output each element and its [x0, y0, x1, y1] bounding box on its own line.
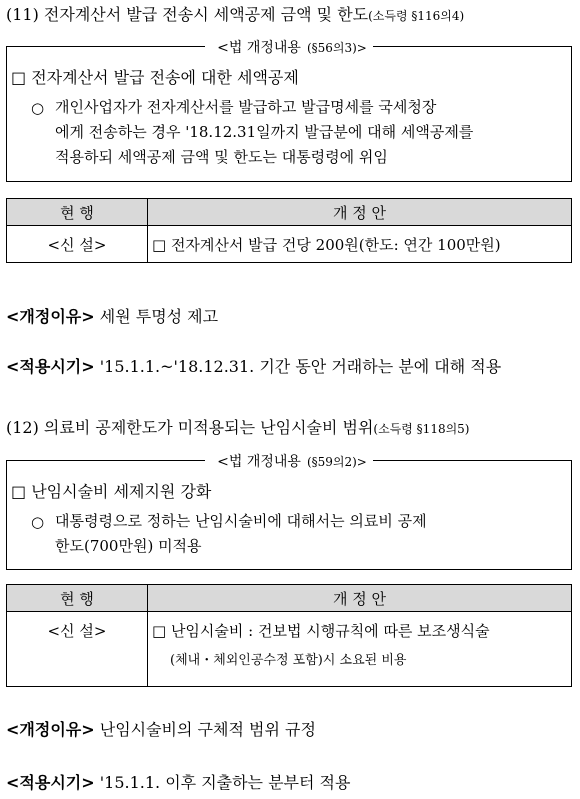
comparison-table-11 — [6, 198, 572, 263]
detail-line: 한도(700만원) 미적용 — [55, 537, 202, 555]
amendment-detail-12 — [55, 509, 427, 559]
box-legend-11 — [7, 37, 571, 57]
amendment-detail-11 — [55, 95, 473, 170]
apply-11 — [6, 354, 501, 377]
current-cell: <신 설> — [7, 226, 148, 263]
box-legend-12 — [7, 451, 571, 471]
section-11-title-ref: (소득령 §116의4) — [368, 9, 465, 23]
amendment-item-11: □ 전자계산서 발급 전송에 대한 세액공제 — [11, 68, 299, 87]
section-12-title — [6, 415, 470, 438]
amendment-item-12: □ 난임시술비 세제지원 강화 — [11, 482, 212, 501]
bullet-icon: ○ — [31, 513, 45, 531]
col-header-revised: 개 정 안 — [148, 585, 572, 612]
apply-label: <적용시기> — [6, 773, 95, 792]
col-header-current: 현 행 — [7, 199, 148, 226]
apply-text: '15.1.1. 이후 지출하는 분부터 적용 — [99, 773, 351, 792]
revised-cell: □ 전자계산서 발급 건당 200원(한도: 연간 100만원) — [148, 226, 572, 263]
section-12-title-ref: (소득령 §118의5) — [373, 422, 470, 436]
revised-cell — [148, 612, 572, 687]
current-cell: <신 설> — [7, 612, 148, 687]
comparison-table-12 — [6, 584, 572, 687]
box-legend-11-text: <법 개정내용 — [211, 40, 307, 56]
apply-12 — [6, 770, 350, 793]
reason-text: 난임시술비의 구체적 범위 규정 — [99, 720, 316, 739]
box-legend-11-ref: (§56의3)> — [306, 41, 367, 55]
law-amendment-box-11 — [6, 40, 572, 182]
section-12-title-text: (12) 의료비 공제한도가 미적용되는 난임시술비 범위 — [6, 418, 374, 437]
reason-12 — [6, 717, 316, 740]
reason-label: <개정이유> — [6, 307, 95, 326]
box-legend-12-text: <법 개정내용 — [211, 454, 307, 470]
reason-label: <개정이유> — [6, 720, 95, 739]
section-11-title-text: (11) 전자계산서 발급 전송시 세액공제 금액 및 한도 — [6, 5, 369, 24]
apply-text: '15.1.1.~'18.12.31. 기간 동안 거래하는 분에 대해 적용 — [99, 357, 502, 376]
reason-text: 세원 투명성 제고 — [99, 307, 219, 326]
bullet-icon: ○ — [31, 99, 45, 117]
section-11-title — [6, 2, 464, 25]
box-legend-12-ref: (§59의2)> — [306, 455, 367, 469]
col-header-current: 현 행 — [7, 585, 148, 612]
reason-11 — [6, 304, 218, 327]
revised-line: □ 난임시술비 : 건보법 시행규칙에 따른 보조생식술 — [152, 622, 490, 640]
col-header-revised: 개 정 안 — [148, 199, 572, 226]
detail-line: 적용하되 세액공제 금액 및 한도는 대통령령에 위임 — [55, 148, 388, 166]
law-amendment-box-12 — [6, 454, 572, 570]
revised-line: (체내・체외인공수정 포함)시 소요된 비용 — [170, 653, 407, 668]
detail-line: 대통령령으로 정하는 난임시술비에 대해서는 의료비 공제 — [55, 512, 427, 530]
apply-label: <적용시기> — [6, 357, 95, 376]
detail-line: 에게 전송하는 경우 '18.12.31일까지 발급분에 대해 세액공제를 — [55, 123, 474, 141]
detail-line: 개인사업자가 전자계산서를 발급하고 발급명세를 국세청장 — [55, 98, 437, 116]
